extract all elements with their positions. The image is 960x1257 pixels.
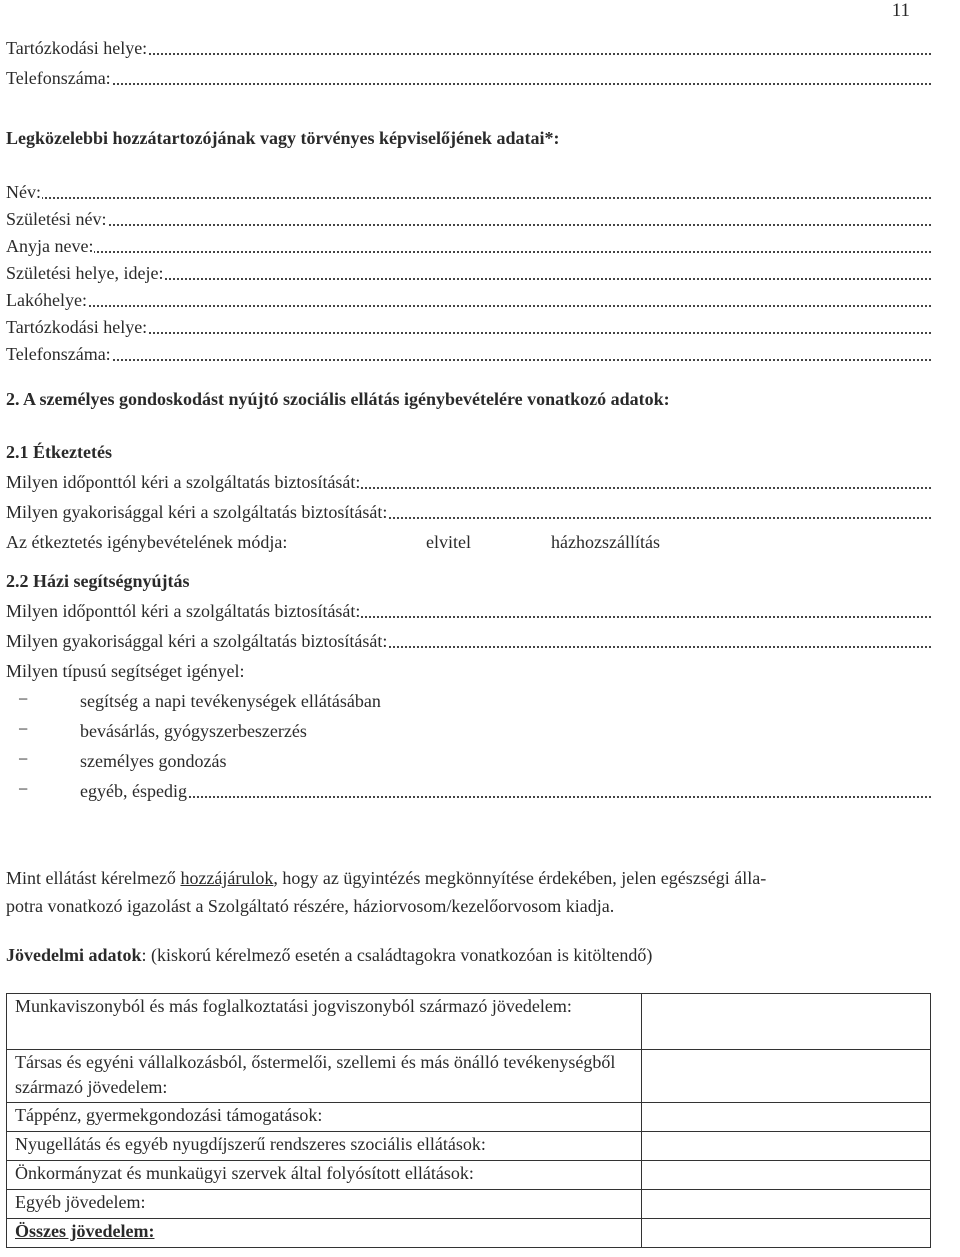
table-row [7, 994, 931, 1050]
option-home-delivery[interactable]: házhozszállítás [551, 532, 660, 552]
income-value-cell[interactable] [642, 1132, 931, 1161]
section-2-1-title: 2.1 Étkeztetés [6, 442, 112, 462]
page-number: 11 [891, 0, 910, 21]
meals-start-date-field[interactable]: Milyen időponttól kéri a szolgáltatás biztosítását: [6, 470, 931, 494]
meals-mode-label: Az étkeztetés igénybevételének módja: [6, 532, 288, 552]
table-row [7, 1103, 931, 1132]
option-personal-care[interactable]: személyes gondozás [80, 751, 227, 771]
section-2-2-title: 2.2 Házi segítségnyújtás [6, 571, 190, 591]
income-row-label: Egyéb jövedelem: [7, 1190, 642, 1219]
table-row [7, 1161, 931, 1190]
relative-name-field[interactable]: Név: [6, 180, 931, 204]
income-row-label: Önkormányzat és munkaügyi szervek által folyósított ellátások: [7, 1161, 642, 1190]
income-heading [6, 941, 958, 969]
income-value-cell[interactable] [642, 1050, 931, 1103]
bullet-dash: − [18, 779, 29, 799]
bullet-dash: − [18, 749, 29, 769]
option-daily-activities[interactable]: segítség a napi tevékenységek ellátásában [80, 691, 381, 711]
residence-field[interactable]: Tartózkodási helye: [6, 36, 931, 60]
relative-mother-name-field[interactable]: Anyja neve: [6, 234, 931, 258]
homecare-start-date-field[interactable]: Milyen időponttól kéri a szolgáltatás biztosítását: [6, 599, 931, 623]
income-table [6, 993, 931, 1248]
income-total-label: Összes jövedelem: [7, 1219, 642, 1248]
table-row [7, 1219, 931, 1248]
income-note: : (kiskorú kérelmező esetén a családtagokra vonatkozóan is kitöltendő) [141, 945, 653, 965]
option-other-field[interactable]: egyéb, éspedig [80, 779, 931, 803]
income-value-cell[interactable] [642, 994, 931, 1050]
income-row-label: Társas és egyéni vállalkozásból, őstermelői, szellemi és más önálló tevékenységből származó jövedelem: [7, 1050, 642, 1103]
income-value-cell[interactable] [642, 1190, 931, 1219]
homecare-frequency-field[interactable]: Milyen gyakorisággal kéri a szolgáltatás biztosítását: [6, 629, 931, 653]
income-label: Jövedelmi adatok [6, 945, 142, 965]
relative-heading: Legközelebbi hozzátartozójának vagy törvényes képviselőjének adatai*: [6, 128, 560, 148]
relative-residence-field[interactable]: Tartózkodási helye: [6, 315, 931, 339]
relative-birth-name-field[interactable]: Születési név: [6, 207, 931, 231]
income-value-cell[interactable] [642, 1161, 931, 1190]
relative-birth-place-date-field[interactable]: Születési helye, ideje: [6, 261, 931, 285]
relative-address-field[interactable]: Lakóhelye: [6, 288, 931, 312]
income-row-label: Nyugellátás és egyéb nyugdíjszerű rendszeres szociális ellátások: [7, 1132, 642, 1161]
income-total-value-cell[interactable] [642, 1219, 931, 1248]
income-row-label: Munkaviszonyból és más foglalkoztatási jogviszonyból származó jövedelem: [7, 994, 642, 1050]
table-row [7, 1132, 931, 1161]
option-shopping-medicine[interactable]: bevásárlás, gyógyszerbeszerzés [80, 721, 307, 741]
option-takeaway[interactable]: elvitel [426, 532, 471, 552]
income-row-label: Táppénz, gyermekgondozási támogatások: [7, 1103, 642, 1132]
section-2-heading: 2. A személyes gondoskodást nyújtó szociális ellátás igénybevételére vonatkozó adatok: [6, 389, 670, 409]
phone-field[interactable]: Telefonszáma: [6, 66, 931, 90]
homecare-type-question: Milyen típusú segítséget igényel: [6, 661, 245, 681]
table-row [7, 1050, 931, 1103]
table-row [7, 1190, 931, 1219]
income-value-cell[interactable] [642, 1103, 931, 1132]
consent-keyword: hozzájárulok [180, 868, 274, 888]
bullet-dash: − [18, 719, 29, 739]
relative-phone-field[interactable]: Telefonszáma: [6, 342, 931, 366]
consent-paragraph: Mint ellátást kérelmező hozzájárulok, hogy az ügyintézés megkönnyítése érdekében, jelen egészségi álla- potra vonatkozó igazolást a Szolgáltató részére, háziorvosom/kezelőorvosom kiadja. [6, 868, 767, 916]
meals-frequency-field[interactable]: Milyen gyakorisággal kéri a szolgáltatás biztosítását: [6, 500, 931, 524]
bullet-dash: − [18, 689, 29, 709]
